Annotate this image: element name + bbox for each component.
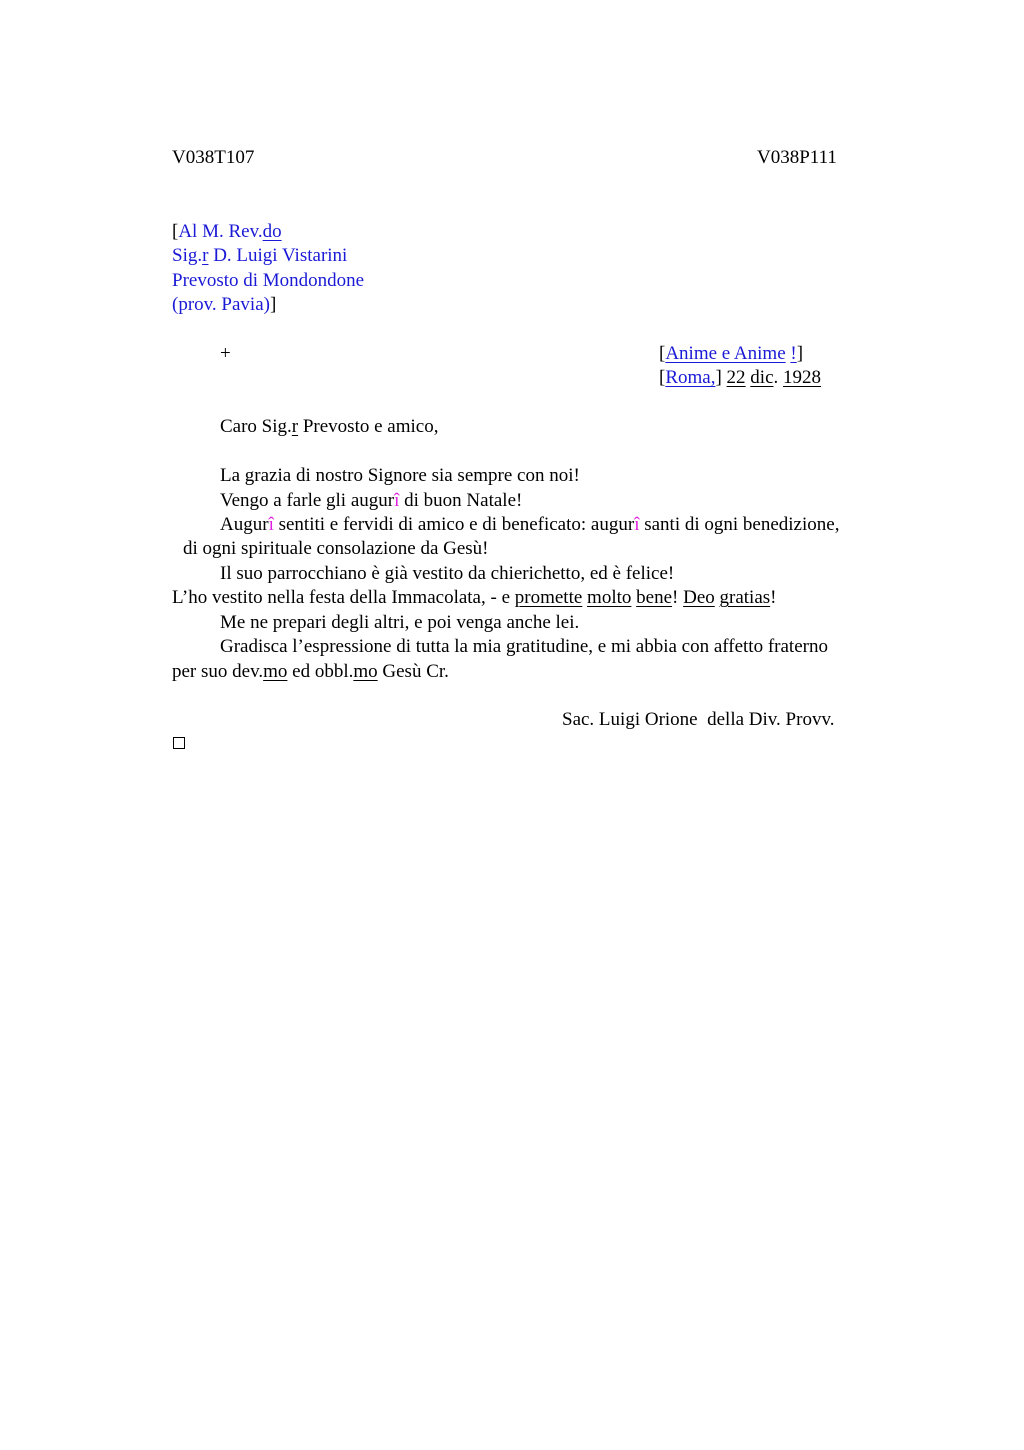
p5-bene: bene xyxy=(636,587,673,608)
p8-sup-1: mo xyxy=(263,661,288,682)
date-place: Roma, xyxy=(665,367,716,388)
p8-sup-2: mo xyxy=(353,661,378,682)
body-paragraph-6: Me ne prepari degli altri, e poi venga anche lei. xyxy=(220,612,580,633)
motto-excl: ! xyxy=(790,343,797,364)
date-line: [Roma,] 22 dic. 1928 xyxy=(659,367,822,388)
signature: Sac. Luigi Orione della Div. Provv. xyxy=(562,709,835,730)
cross-symbol: + xyxy=(220,343,231,364)
p5-a: L’ho vestito nella festa della Immacolata, - e xyxy=(172,587,515,608)
date-day: 22 xyxy=(726,367,746,388)
body-paragraph-3-cont: di ogni spirituale consolazione da Gesù! xyxy=(183,538,489,559)
address-line-3: Prevosto di Mondondone xyxy=(172,270,365,291)
body-paragraph-7: Gradisca l’espressione di tutta la mia gratitudine, e mi abbia con affetto fraterno xyxy=(220,636,828,657)
address-name: D. Luigi Vistarini xyxy=(208,245,348,266)
salutation xyxy=(220,415,438,439)
p8-a: per suo dev. xyxy=(172,661,264,682)
salutation-sup: r xyxy=(291,416,299,437)
p3-c: santi di ogni benedizione, xyxy=(639,514,840,535)
address-line-4: (prov. Pavia)] xyxy=(172,294,277,315)
p2-b: di buon Natale! xyxy=(399,490,523,511)
p5-deo: Deo xyxy=(683,587,715,608)
address-sig: Sig. xyxy=(172,245,203,266)
address-line-1: [Al M. Rev.do xyxy=(172,221,282,242)
p5-molto: molto xyxy=(587,587,632,608)
salutation-c: Prevosto e amico, xyxy=(298,416,439,437)
body-paragraph-8 xyxy=(172,660,449,684)
body-paragraph-2 xyxy=(220,489,522,513)
p8-e: Gesù Cr. xyxy=(377,661,449,682)
address-title: Al M. Rev. xyxy=(178,221,263,242)
body-paragraph-5: L’ho vestito nella festa della Immacolata, - e promette molto bene! Deo gratias! xyxy=(172,587,777,608)
p3-b: sentiti e fervidi di amico e di beneficato: augur xyxy=(273,514,635,535)
document-code-right: V038P111 xyxy=(757,147,837,168)
date-month: dic xyxy=(750,367,774,388)
motto-text: Anime e Anime xyxy=(665,343,786,364)
date-year: 1928 xyxy=(783,367,822,388)
p8-c: ed obbl. xyxy=(287,661,354,682)
p5-gratias: gratias xyxy=(719,587,771,608)
address-sig-sup: r xyxy=(202,245,209,266)
end-marker-box xyxy=(173,737,185,749)
p5-promette: promette xyxy=(514,587,583,608)
p3-accent-1: î xyxy=(268,514,274,535)
address-province: (prov. Pavia) xyxy=(172,294,270,315)
address-title-sup: do xyxy=(262,221,282,242)
body-paragraph-1: La grazia di nostro Signore sia sempre con noi! xyxy=(220,465,580,486)
salutation-a: Caro Sig. xyxy=(220,416,292,437)
body-paragraph-4: Il suo parrocchiano è già vestito da chierichetto, ed è felice! xyxy=(220,563,675,584)
body-paragraph-3 xyxy=(220,513,839,537)
p3-accent-2: î xyxy=(634,514,640,535)
motto-line: [Anime e Anime !] xyxy=(659,343,804,364)
document-code-left: V038T107 xyxy=(172,147,255,168)
p3-a: Augur xyxy=(220,514,269,535)
p2-a: Vengo a farle gli augur xyxy=(220,490,395,511)
address-line-2 xyxy=(172,244,347,268)
p2-accent: î xyxy=(394,490,400,511)
